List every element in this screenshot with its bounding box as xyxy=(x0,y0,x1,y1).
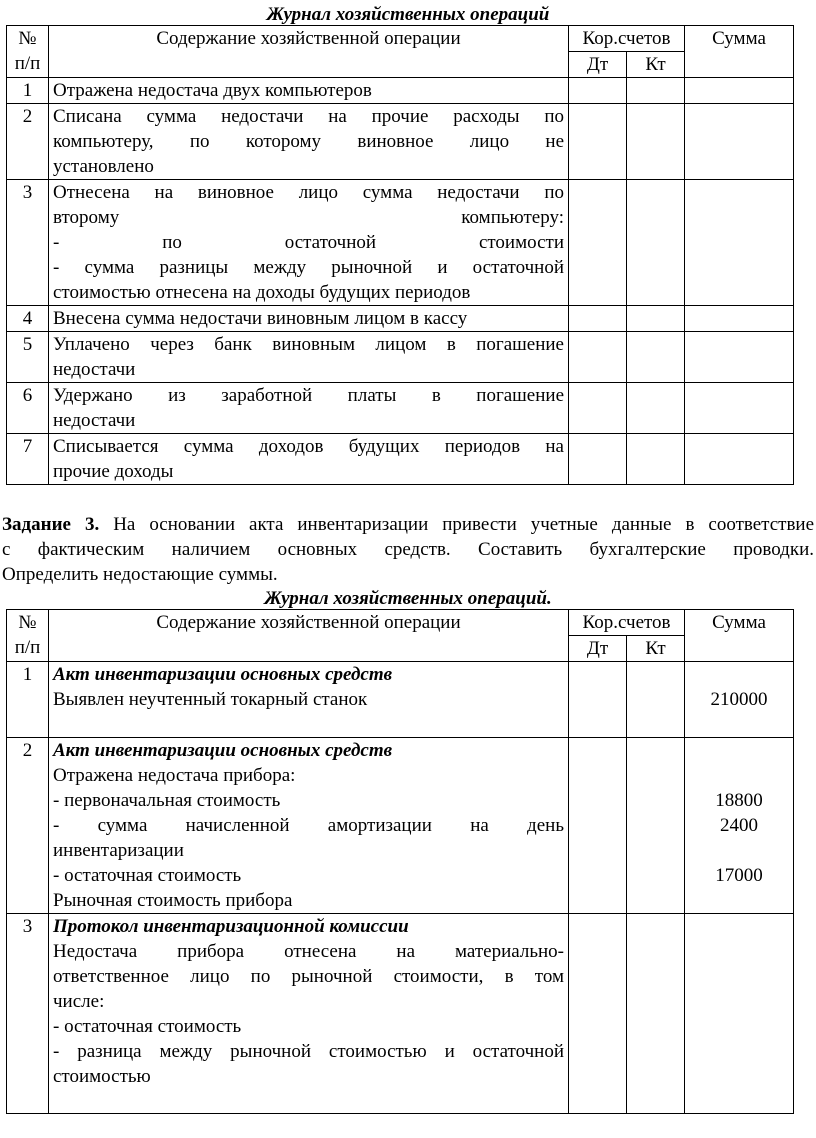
debit-header: Дт xyxy=(569,52,627,78)
sum-cell: 210000 xyxy=(685,662,794,738)
credit-cell xyxy=(627,180,685,306)
debit-cell xyxy=(569,332,627,383)
table-row xyxy=(7,332,794,383)
table-row xyxy=(7,180,794,306)
credit-cell xyxy=(627,78,685,104)
operation-content: Списана сумма недостачи на прочие расходы по компьютеру, по которому виновное лицо не установлено xyxy=(49,104,569,180)
table-row xyxy=(7,383,794,434)
sum-cell xyxy=(685,914,794,1114)
debit-cell xyxy=(569,104,627,180)
row-number: 3 xyxy=(7,914,49,1114)
document-name: Протокол инвентаризационной комиссии xyxy=(53,916,409,937)
num-header: № п/п xyxy=(7,26,49,78)
journal1-title: Журнал хозяйственных операций xyxy=(266,4,550,25)
journal2-title: Журнал хозяйственных операций. xyxy=(264,588,552,609)
row-number: 1 xyxy=(7,662,49,738)
sum-cell xyxy=(685,383,794,434)
debit-cell xyxy=(569,78,627,104)
debit-header: Дт xyxy=(569,636,627,662)
debit-cell xyxy=(569,180,627,306)
row-number: 5 xyxy=(7,332,49,383)
credit-cell xyxy=(627,383,685,434)
credit-cell xyxy=(627,914,685,1114)
operation-content: Уплачено через банк виновным лицом в погашение недостачи xyxy=(49,332,569,383)
credit-cell xyxy=(627,662,685,738)
table-row xyxy=(7,434,794,485)
sum-cell xyxy=(685,180,794,306)
operation-content: Удержано из заработной платы в погашение недостачи xyxy=(49,383,569,434)
credit-header: Кт xyxy=(627,636,685,662)
row-number: 1 xyxy=(7,78,49,104)
table-row xyxy=(7,738,794,914)
credit-header: Кт xyxy=(627,52,685,78)
sum-cell xyxy=(685,332,794,383)
table-row xyxy=(7,914,794,1114)
row-number: 2 xyxy=(7,738,49,914)
row-number: 3 xyxy=(7,180,49,306)
operation-content: Внесена сумма недостачи виновным лицом в кассу xyxy=(49,306,569,332)
debit-cell xyxy=(569,434,627,485)
journal1-table xyxy=(6,25,794,485)
sum-cell xyxy=(685,78,794,104)
debit-cell xyxy=(569,306,627,332)
table-row xyxy=(7,662,794,738)
credit-cell xyxy=(627,332,685,383)
task3-label: Задание 3. xyxy=(2,514,100,535)
document-name: Акт инвентаризации основных средств xyxy=(53,664,393,685)
operation-content: Акт инвентаризации основных средств Отражена недостача прибора: - первоначальная стоимость - сумма начисленной амортизации на день инвентаризации - остаточная стоимость Рыночная стоимость прибора xyxy=(49,738,569,914)
sum-cell xyxy=(685,434,794,485)
accounts-header: Кор.счетов xyxy=(569,26,685,52)
journal2-table xyxy=(6,609,794,1114)
debit-cell xyxy=(569,914,627,1114)
operation-content: Отнесена на виновное лицо сумма недостачи по второму компьютеру: - по остаточной стоимости - сумма разницы между рыночной и остаточной стоимостью отнесена на доходы будущих периодов xyxy=(49,180,569,306)
document-name: Акт инвентаризации основных средств xyxy=(53,740,393,761)
row-number: 7 xyxy=(7,434,49,485)
row-number: 2 xyxy=(7,104,49,180)
credit-cell xyxy=(627,434,685,485)
debit-cell xyxy=(569,662,627,738)
sum-cell xyxy=(685,306,794,332)
operation-content: Акт инвентаризации основных средств Выявлен неучтенный токарный станок xyxy=(49,662,569,738)
row-number: 6 xyxy=(7,383,49,434)
task3-paragraph: Задание 3. На основании акта инвентаризации привести учетные данные в соответствие с фактическим наличием основных средств. Составить бухгалтерские проводки. Определить недостающие суммы. xyxy=(2,514,815,585)
operation-content: Протокол инвентаризационной комиссии Недостача прибора отнесена на материально- ответственное лицо по рыночной стоимости, в том числе: - остаточная стоимость - разница между рыночной стоимостью и остаточной стоимостью xyxy=(49,914,569,1114)
accounts-header: Кор.счетов xyxy=(569,610,685,636)
content-header: Содержание хозяйственной операции xyxy=(49,26,569,78)
debit-cell xyxy=(569,738,627,914)
content-header: Содержание хозяйственной операции xyxy=(49,610,569,662)
row-number: 4 xyxy=(7,306,49,332)
sum-cell: 18800 2400 17000 xyxy=(685,738,794,914)
credit-cell xyxy=(627,104,685,180)
debit-cell xyxy=(569,383,627,434)
sum-cell xyxy=(685,104,794,180)
operation-content: Отражена недостача двух компьютеров xyxy=(49,78,569,104)
table-row xyxy=(7,104,794,180)
table-row xyxy=(7,306,794,332)
table-row xyxy=(7,78,794,104)
sum-header: Сумма xyxy=(685,26,794,78)
operation-content: Списывается сумма доходов будущих периодов на прочие доходы xyxy=(49,434,569,485)
credit-cell xyxy=(627,306,685,332)
sum-header: Сумма xyxy=(685,610,794,662)
num-header: № п/п xyxy=(7,610,49,662)
credit-cell xyxy=(627,738,685,914)
